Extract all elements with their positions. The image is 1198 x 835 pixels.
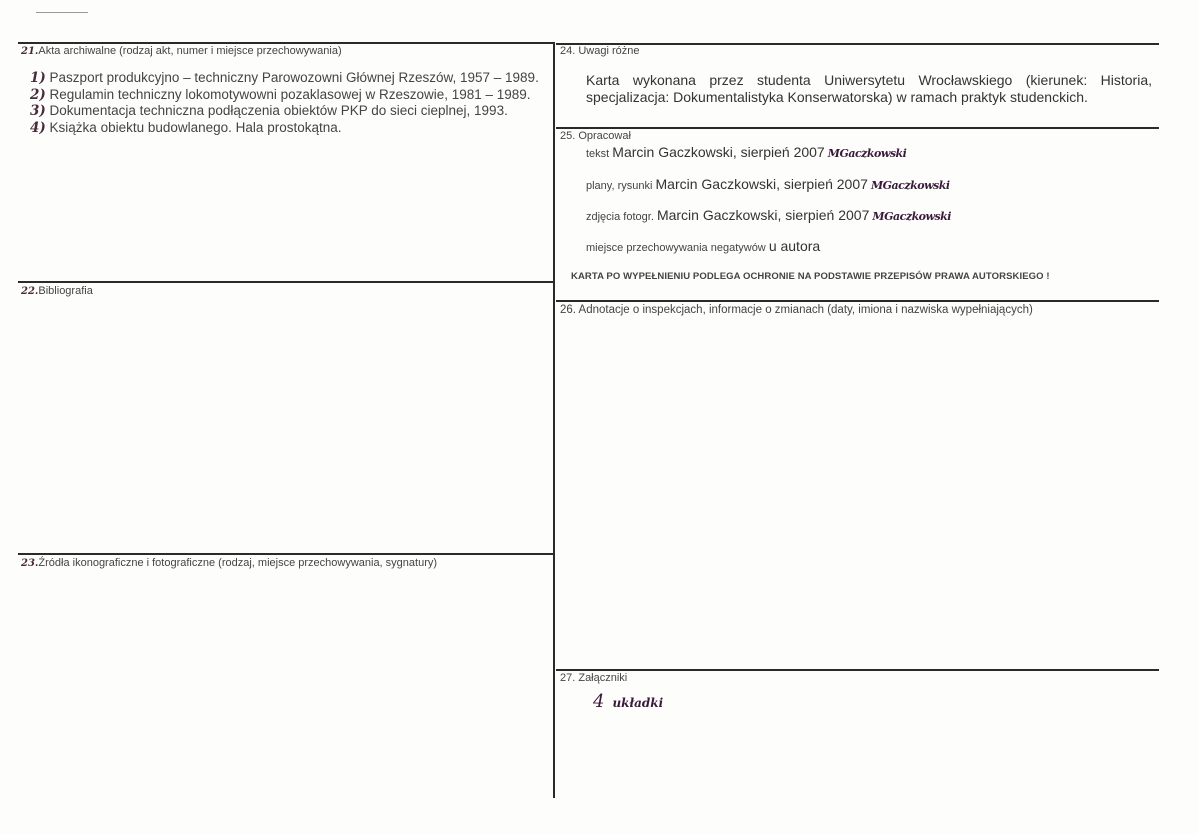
prepared-row-value: Marcin Gaczkowski, sierpień 2007 xyxy=(656,207,870,223)
section-21-number: 21. xyxy=(21,46,39,57)
archive-item xyxy=(30,120,552,137)
prepared-row-value: Marcin Gaczkowski, sierpień 2007 xyxy=(612,144,825,160)
scan-mark xyxy=(36,12,88,13)
signature: MGaczkowski xyxy=(827,147,907,160)
column-divider xyxy=(553,42,555,798)
section-26-label: 26. Adnotacje o inspekcjach, informacje o zmianach (daty, imiona i nazwiska wypełniających) xyxy=(560,304,1033,316)
section-23-header xyxy=(21,557,437,569)
archive-item-number: 3) xyxy=(30,103,46,119)
archive-item xyxy=(30,70,552,87)
prepared-text-row xyxy=(586,144,906,160)
section-21-header xyxy=(21,45,342,57)
remarks-text: Karta wykonana przez studenta Uniwersytetu Wrocławskiego (kierunek: Historia, specjalizacja: Dokumentalistyka Konserwatorska) w ramach praktyk studenckich. xyxy=(586,72,1152,105)
attachments-word: układki xyxy=(612,696,664,710)
archive-item-text: Regulamin techniczny lokomotywowni pozaklasowej w Rzeszowie, 1981 – 1989. xyxy=(49,86,531,102)
prepared-plans-row xyxy=(586,176,950,192)
rule-22 xyxy=(18,281,554,283)
rule-26 xyxy=(556,300,1159,302)
section-24-label: 24. Uwagi różne xyxy=(560,45,640,57)
section-22-number: 22. xyxy=(21,286,39,297)
rule-27 xyxy=(556,669,1159,671)
prepared-row-value: u autora xyxy=(768,238,821,254)
attachments-handwritten xyxy=(593,691,663,712)
archive-item-number: 1) xyxy=(30,70,46,86)
section-27-label: 27. Załączniki xyxy=(560,672,628,684)
negatives-location-row xyxy=(586,238,820,254)
prepared-row-value: Marcin Gaczkowski, sierpień 2007 xyxy=(655,176,868,192)
archive-item-text: Dokumentacja techniczna podłączenia obiektów PKP do sieci cieplnej, 1993. xyxy=(49,103,508,118)
archive-item xyxy=(30,103,552,120)
top-rule-left xyxy=(18,42,554,44)
archive-item-text: Książka obiektu budowlanego. Hala prostokątna. xyxy=(49,119,342,135)
attachments-count: 4 xyxy=(593,691,605,712)
section-23-label: Źródła ikonograficzne i fotograficzne (rodzaj, miejsce przechowywania, sygnatury) xyxy=(38,557,438,569)
prepared-row-prefix: tekst xyxy=(586,148,610,160)
prepared-row-prefix: plany, rysunki xyxy=(586,180,653,192)
prepared-row-prefix: zdjęcia fotogr. xyxy=(586,211,654,223)
top-rule-right xyxy=(556,43,1159,45)
rule-23 xyxy=(18,553,554,555)
section-23-number: 23. xyxy=(21,558,39,569)
archive-list xyxy=(30,70,552,136)
archive-item-number: 2) xyxy=(30,86,46,103)
section-25-label: 25. Opracował xyxy=(560,130,631,142)
section-22-header xyxy=(21,285,93,297)
archive-item-number: 4) xyxy=(30,119,46,136)
section-21-label: Akta archiwalne (rodzaj akt, numer i miejsce przechowywania) xyxy=(38,45,342,57)
prepared-photos-row xyxy=(586,207,951,223)
archive-item xyxy=(30,87,552,104)
signature: MGaczkowski xyxy=(870,179,950,192)
prepared-row-prefix: miejsce przechowywania negatywów xyxy=(586,242,766,254)
rule-25 xyxy=(556,127,1159,129)
copyright-notice: KARTA PO WYPEŁNIENIU PODLEGA OCHRONIE NA PODSTAWIE PRZEPISÓW PRAWA AUTORSKIEGO ! xyxy=(571,271,1050,282)
signature: MGaczkowski xyxy=(872,210,951,223)
section-22-label: Bibliografia xyxy=(38,285,93,297)
archive-item-text: Paszport produkcyjno – techniczny Parowozowni Głównej Rzeszów, 1957 – 1989. xyxy=(49,70,539,85)
